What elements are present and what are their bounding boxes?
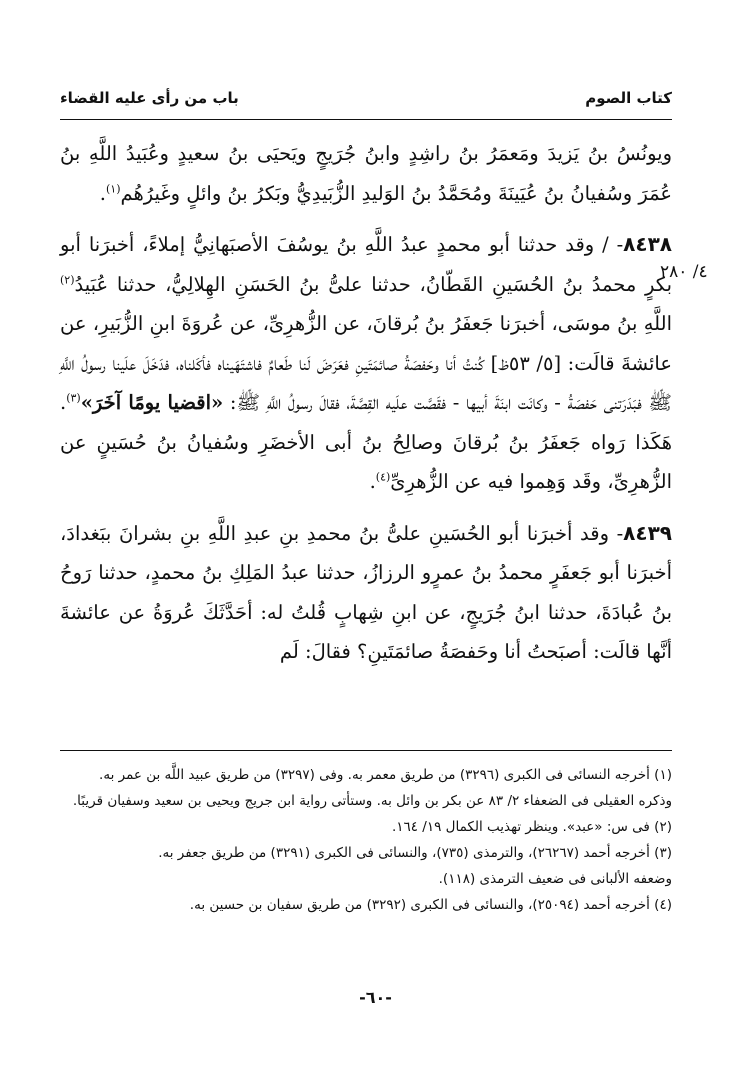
- footnotes: [60, 762, 672, 918]
- footnote-marker: (٤): [375, 470, 391, 484]
- text-span: ويونُسُ بنُ يَزيدَ ومَعمَرُ بنُ راشِدٍ وابنُ جُرَيجٍ ويَحيَى بنُ سعيدٍ وعُبَيدُ اللَّهِ بنُ عُمَرَ وسُفيانُ بنُ عُيَينَةَ ومُحَمَّدُ بنُ الوَليدِ الزُّبَيدِيُّ وبَكرُ بنُ وائلٍ وغَيرُهُم: [60, 142, 672, 205]
- text-span: - / وقد حدثنا أبو محمدٍ عبدُ اللَّهِ بنُ يوسُفَ الأصبَهانِيُّ إملاءً، أخبرَنا أبو بكرٍ محمدُ بنُ الحُسَينِ القَطّانُ، حدثنا علىُّ بنُ الحَسَنِ الهِلالِيُّ، حدثنا عُبَيدُ: [60, 233, 672, 296]
- footnote-line: (١) أخرجه النسائى فى الكبرى (٣٢٩٦) من طريق معمر به. وفى (٣٢٩٧) من طريق عبيد اللَّه بن عمر به.: [99, 767, 672, 783]
- page-number: -٦٠-: [359, 988, 392, 1007]
- text-span: اللَّهِ بنُ موسَى، أخبرَنا جَعفَرُ بنُ بُرقانَ، عن الزُّهرِىِّ، عن عُروَةَ ابنِ الزُّبَيرِ، عن عائشةَ قالَت: [٥/ ٥٣ظ] كُنتُ أنا وحَفصَةُ صائمَتَينِ فعَرَضَ لَنا طَعامٌ فاشتَهَيناه فأكَلناه، فدَخَلَ علَينا رسولُ اللَّهِ ﷺ فبَدَرَتنى حَفصَةُ - وكانَت ابنَةَ أبيها - فقَصَّت علَيه القِصَّةَ، فقالَ رسولُ اللَّهِ ﷺ:: [60, 312, 672, 414]
- prophetic-quote: «اقضيا يومًا آخَرَ»: [80, 391, 224, 414]
- book-title: كتاب الصوم: [585, 89, 672, 107]
- footnote-line: (٢) فى س: «عبد». وينظر تهذيب الكمال ١٩/ ١٦٤.: [391, 819, 672, 835]
- hadith-number: ٨٤٣٩: [623, 520, 672, 545]
- text-span: .: [369, 470, 376, 493]
- footnote-line: (٤) أخرجه أحمد (٢٥٠٩٤)، والنسائى فى الكبرى (٣٢٩٢) من طريق سفيان بن حسين به.: [189, 897, 672, 913]
- footnote-marker: (٢): [60, 273, 75, 286]
- hadith-8438: [60, 225, 672, 502]
- hadith-8439: [60, 514, 672, 672]
- hadith-number: ٨٤٣٨: [623, 232, 672, 256]
- margin-reference: ٤/ ٢٨٠: [660, 262, 708, 282]
- running-header: [60, 84, 672, 112]
- header-divider: [60, 119, 672, 120]
- text-span: .: [99, 181, 106, 205]
- footnote-marker: (١): [106, 182, 121, 195]
- footnote-marker: (٣): [66, 391, 81, 405]
- chapter-title: باب من رأى عليه القضاء: [60, 89, 239, 107]
- paragraph-continuation: [60, 134, 672, 213]
- footnote-line: وذكره العقيلى فى الضعفاء ٢/ ٨٣ عن بكر بن وائل به. وستأتى رواية ابن جريج ويحيى بن سعيد وسفيان قريبًا.: [72, 793, 672, 809]
- footnote-divider: [60, 750, 672, 751]
- footnote-line: وضعفه الألبانى فى ضعيف الترمذى (١١٨).: [438, 871, 672, 887]
- main-text: [60, 134, 672, 672]
- text-span: - وقد أخبرَنا أبو الحُسَينِ علىُّ بنُ محمدِ بنِ عبدِ اللَّهِ بنِ بشرانَ ببَغدادَ، أخبرَنا أبو جَعفَرٍ محمدُ بنُ عمرٍو الرزازُ، حدثنا عبدُ المَلِكِ بنُ محمدٍ، حدثنا رَوحُ بنُ عُبادَةَ، حدثنا ابنُ جُرَيجٍ، عن ابنِ شِهابٍ قُلتُ له: أحَدَّثَكَ عُروَةُ عن عائشةَ أنَّها قالَت: أصبَحتُ أنا وحَفصَةُ صائمَتَينِ؟ فقالَ: لَم: [60, 521, 672, 663]
- text-span: . هَكَذا رَواه جَعفَرُ بنُ بُرقانَ وصالِحُ بنُ أبى الأخضَرِ وسُفيانُ بنُ حُسَينٍ عن الزُّهرِىِّ، وقَد وَهِموا فيه عن الزُّهرِىِّ: [60, 391, 672, 493]
- footnote-line: (٣) أخرجه أحمد (٢٦٢٦٧)، والترمذى (٧٣٥)، والنسائى فى الكبرى (٣٢٩١) من طريق جعفر به.: [158, 845, 672, 861]
